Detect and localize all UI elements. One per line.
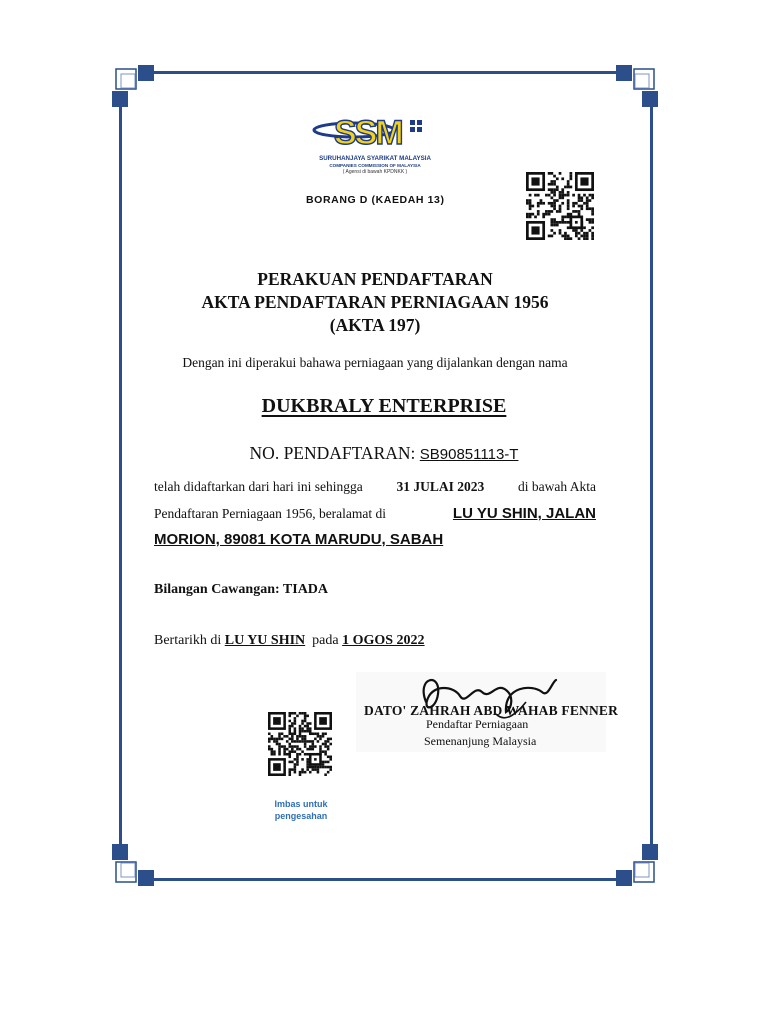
- frame-left: [119, 104, 122, 844]
- logo-org-name: SURUHANJAYA SYARIKAT MALAYSIA: [319, 155, 431, 162]
- logo-agency-note: ( Agensi di bawah KPDNKK ): [342, 169, 408, 175]
- body-part2a: di bawah Akta: [518, 479, 596, 494]
- title-line-1: PERAKUAN PENDAFTARAN: [257, 269, 493, 289]
- body-line-2: [154, 505, 596, 522]
- form-code: BORANG D (KAEDAH 13): [306, 194, 445, 206]
- dated-date: 1 OGOS 2022: [342, 633, 425, 648]
- logo-wordmark: SSM: [334, 114, 402, 152]
- corner-ornament-top-right: [614, 63, 660, 109]
- expiry-date: 31 JULAI 2023: [396, 479, 485, 494]
- registration-label: NO. PENDAFTARAN:: [249, 443, 416, 463]
- title-line-3: (AKTA 197): [329, 315, 421, 335]
- branch-count: [154, 582, 328, 598]
- registration-line: [0, 443, 768, 464]
- branch-value: TIADA: [282, 582, 329, 597]
- signatory-name: DATO' ZAHRAH ABD WAHAB FENNER: [364, 703, 619, 718]
- qr-code-top[interactable]: [526, 172, 594, 240]
- title-line-2: AKTA PENDAFTARAN PERNIAGAAN 1956: [201, 292, 549, 312]
- registration-number: SB90851113-T: [419, 446, 519, 463]
- frame-bottom: [150, 878, 620, 881]
- scan-note-line-2: pengesahan: [274, 811, 328, 821]
- body-part2b: Pendaftaran Perniagaan 1956, beralamat di: [154, 506, 387, 521]
- address-part1: LU YU SHIN, JALAN: [452, 505, 596, 522]
- business-name: DUKBRALY ENTERPRISE: [261, 395, 507, 417]
- dated-line: [154, 633, 425, 649]
- dated-middle: pada: [312, 633, 339, 648]
- logo-org-name-en: COMPANIES COMMISSION OF MALAYSIA: [329, 163, 421, 168]
- corner-ornament-top-left: [110, 63, 156, 109]
- corner-ornament-bottom-left: [110, 842, 156, 888]
- signatory-role-2: Semenanjung Malaysia: [424, 734, 537, 748]
- qr-code-verification[interactable]: [268, 712, 332, 776]
- signatory-role-1: Pendaftar Perniagaan: [426, 717, 529, 731]
- scan-note-line-1: Imbas untuk: [274, 799, 328, 809]
- body-line-1: [154, 479, 596, 495]
- dated-prefix: Bertarikh di: [154, 633, 222, 648]
- dated-place: LU YU SHIN: [224, 633, 306, 648]
- frame-right: [650, 104, 653, 844]
- frame-top: [150, 71, 620, 74]
- branch-label: Bilangan Cawangan:: [154, 582, 280, 597]
- body-line-3: [154, 531, 596, 548]
- corner-ornament-bottom-right: [614, 842, 660, 888]
- address-part2: MORION, 89081 KOTA MARUDU, SABAH: [154, 531, 444, 548]
- body-part1: telah didaftarkan dari hari ini sehingga: [154, 479, 363, 494]
- intro-text: Dengan ini diperakui bahawa perniagaan yang dijalankan dengan nama: [182, 355, 568, 370]
